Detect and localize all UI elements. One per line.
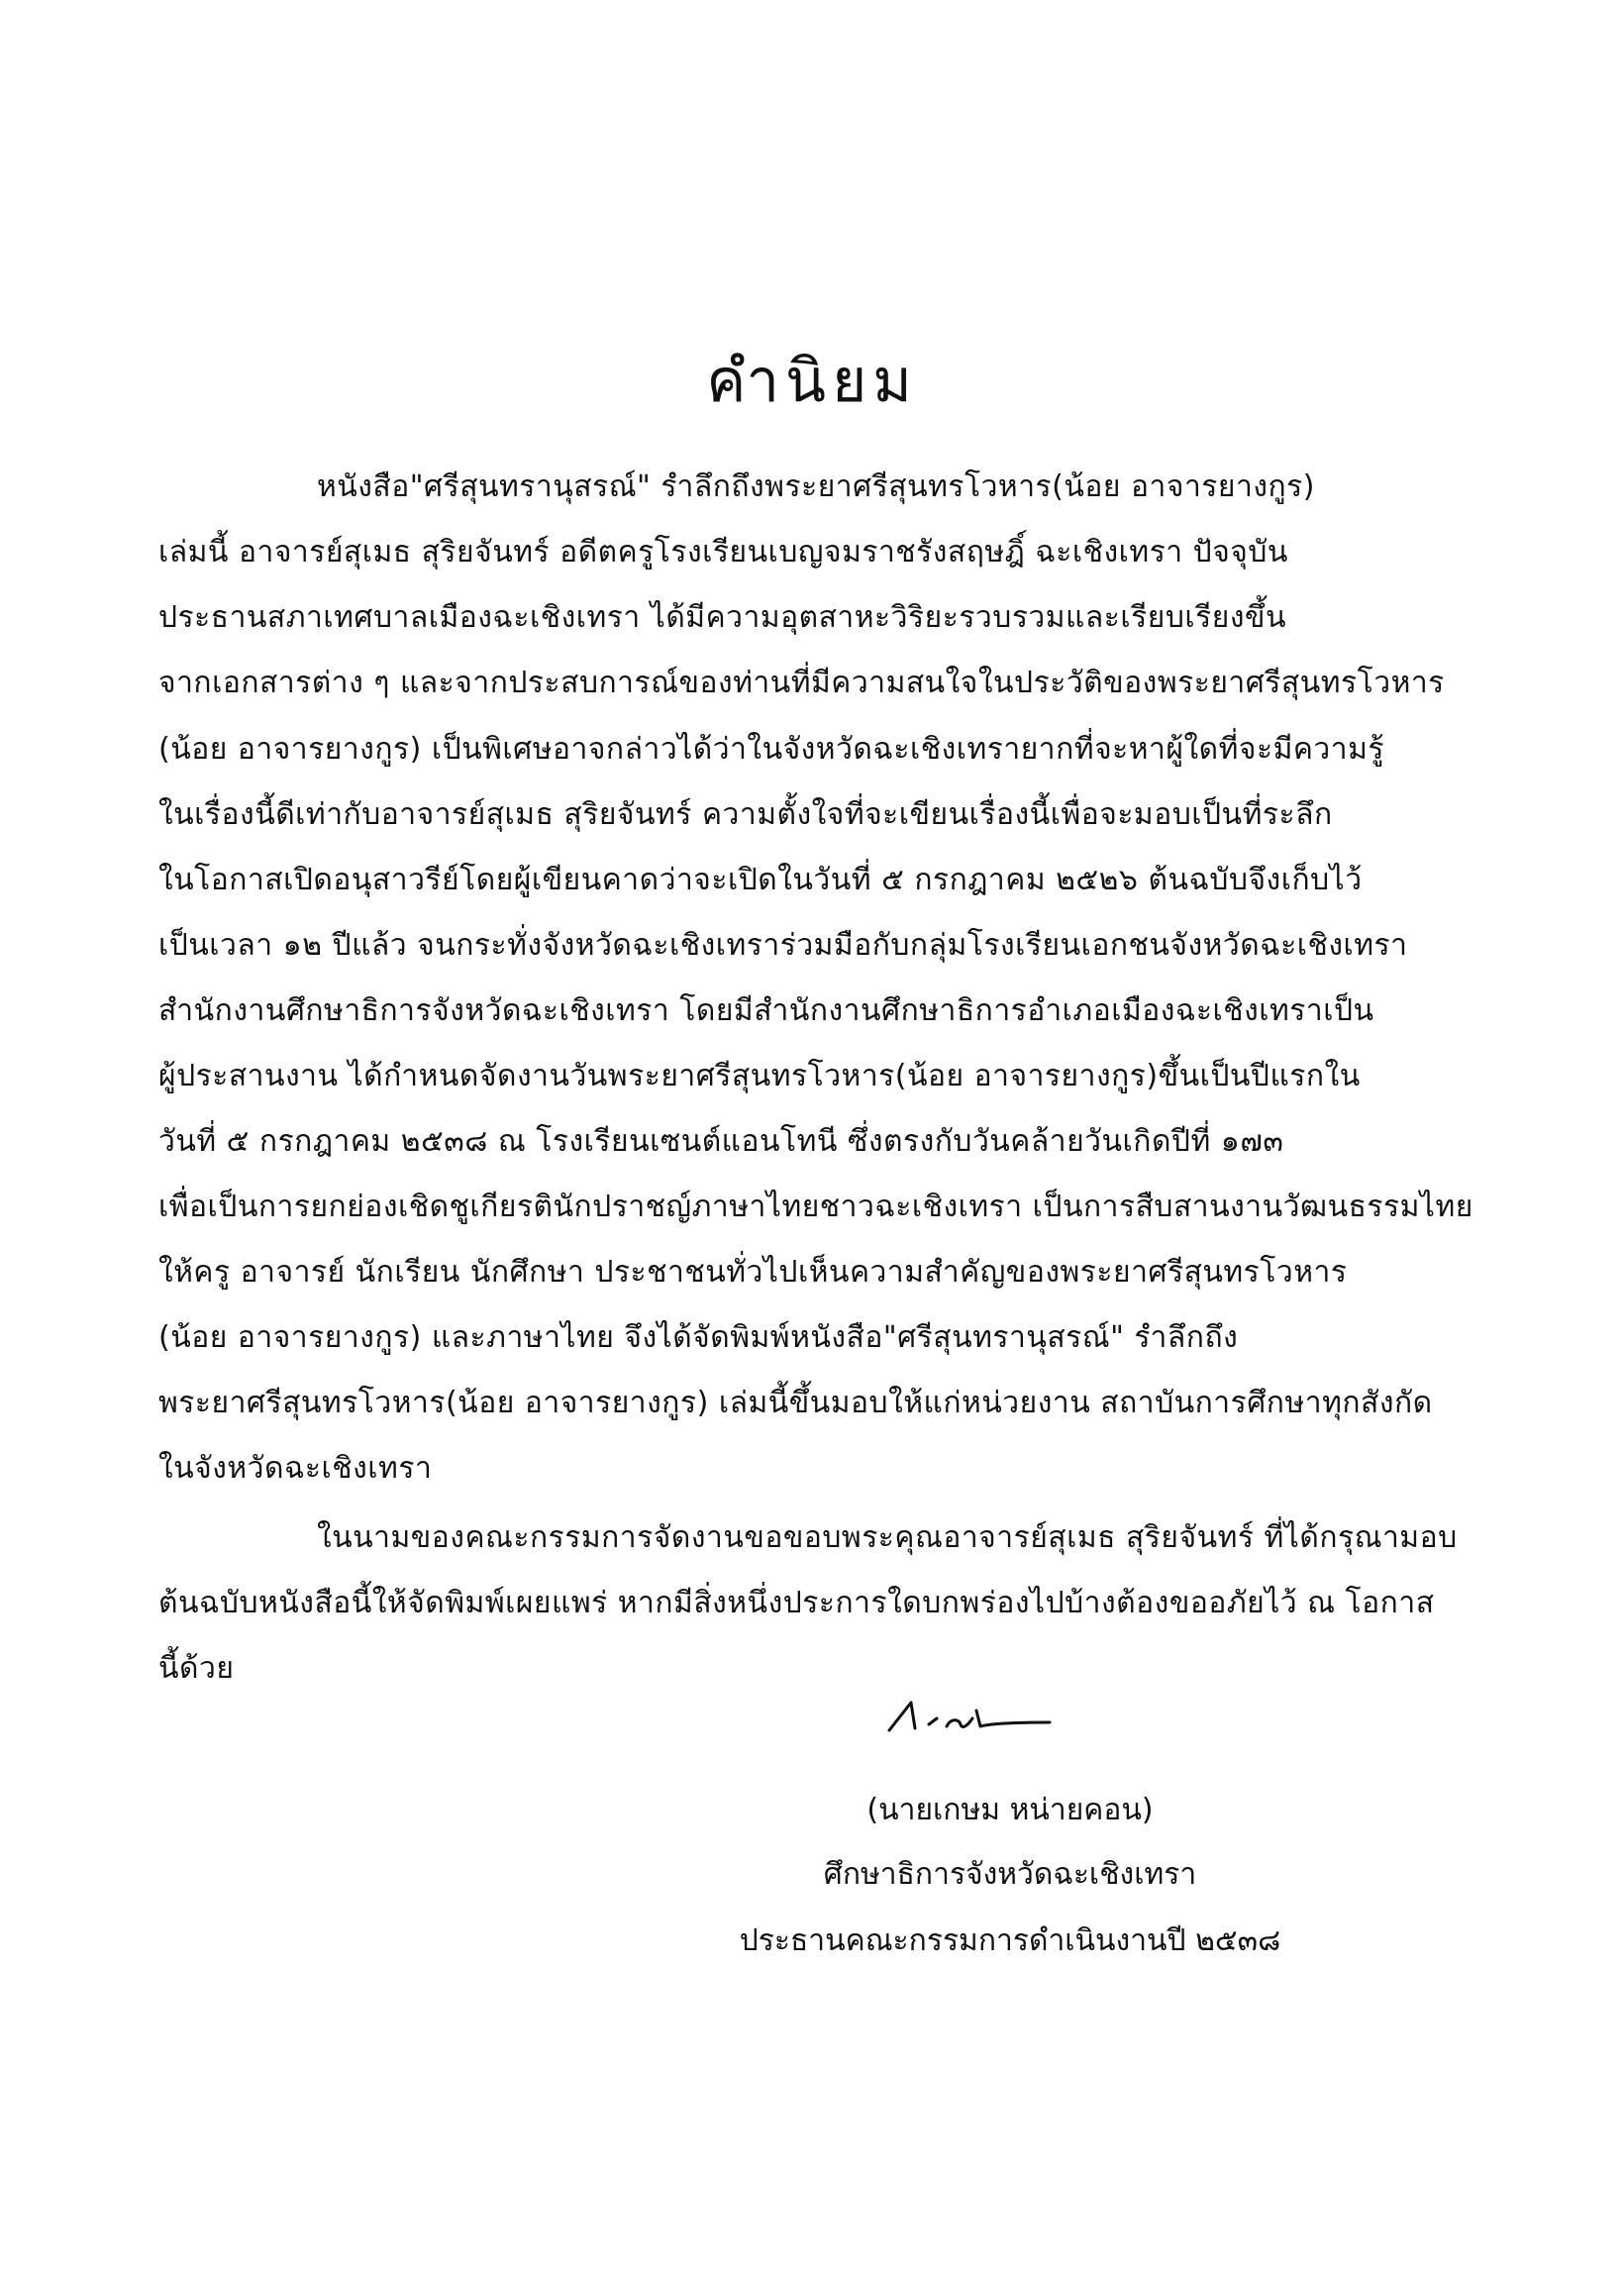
paragraph-1-line-11: วันที่ ๕ กรกฎาคม ๒๕๓๘ ณ โรงเรียนเซนต์แอนโทนี ซึ่งตรงกับวันคล้ายวันเกิดปีที่ ๑๗๓ <box>158 1124 1284 1159</box>
paragraph-1-line-4: จากเอกสารต่าง ๆ และจากประสบการณ์ของท่านที่มีความสนใจในประวัติของพระยาศรีสุนทรโวหาร <box>158 666 1445 700</box>
paragraph-1-line-8: เป็นเวลา ๑๒ ปีแล้ว จนกระทั่งจังหวัดฉะเชิงเทราร่วมมือกับกลุ่มโรงเรียนเอกชนจังหวัดฉะเชิงเทรา <box>158 928 1408 963</box>
paragraph-2-line-2: ต้นฉบับหนังสือนี้ให้จัดพิมพ์เผยแพร่ หากมีสิ่งหนึ่งประการใดบกพร่องไปบ้างต้องขออภัยไว้ ณ โอกาส <box>158 1586 1435 1620</box>
paragraph-1-line-16: ในจังหวัดฉะเชิงเทรา <box>158 1451 433 1486</box>
signatory-role: ประธานคณะกรรมการดำเนินงานปี ๒๕๓๘ <box>739 1923 1281 1958</box>
handwritten-signature <box>881 1689 1060 1748</box>
paragraph-1-line-2: เล่มนี้ อาจารย์สุเมธ สุริยจันทร์ อดีตครูโรงเรียนเบญจมราชรังสฤษฎิ์ ฉะเชิงเทรา ปัจจุบัน <box>158 535 1288 570</box>
signatory-name: (นายเกษม หน่ายคอน) <box>866 1793 1154 1827</box>
paragraph-1-line-9: สำนักงานศึกษาธิการจังหวัดฉะเชิงเทรา โดยมีสำนักงานศึกษาธิการอำเภอเมืองฉะเชิงเทราเป็น <box>158 993 1374 1028</box>
paragraph-1-line-12: เพื่อเป็นการยกย่องเชิดชูเกียรตินักปราชญ์ภาษาไทยชาวฉะเชิงเทรา เป็นการสืบสานงานวัฒนธรรมไทย <box>158 1190 1473 1224</box>
paragraph-1-line-10: ผู้ประสานงาน ได้กำหนดจัดงานวันพระยาศรีสุนทรโวหาร(น้อย อาจารยางกูร)ขึ้นเป็นปีแรกใน <box>158 1059 1361 1093</box>
paragraph-1-line-7: ในโอกาสเปิดอนุสาวรีย์โดยผู้เขียนคาดว่าจะเปิดในวันที่ ๕ กรกฎาคม ๒๕๒๖ ต้นฉบับจึงเก็บไว้ <box>158 863 1363 897</box>
paragraph-1-line-6: ในเรื่องนี้ดีเท่ากับอาจารย์สุเมธ สุริยจันทร์ ความตั้งใจที่จะเขียนเรื่องนี้เพื่อจะมอบเป็นที่ระลึก <box>158 797 1333 832</box>
paragraph-1-line-1: หนังสือ"ศรีสุนทรานุสรณ์" รำลึกถึงพระยาศรีสุนทรโวหาร(น้อย อาจารยางกูร) <box>317 469 1315 504</box>
paragraph-1-line-14: (น้อย อาจารยางกูร) และภาษาไทย จึงได้จัดพิมพ์หนังสือ"ศรีสุนทรานุสรณ์" รำลึกถึง <box>158 1320 1239 1355</box>
paragraph-1-line-13: ให้ครู อาจารย์ นักเรียน นักศึกษา ประชาชนทั่วไปเห็นความสำคัญของพระยาศรีสุนทรโวหาร <box>158 1255 1348 1290</box>
paragraph-1-line-5: (น้อย อาจารยางกูร) เป็นพิเศษอาจกล่าวได้ว่าในจังหวัดฉะเชิงเทรายากที่จะหาผู้ใดที่จะมีความรู้ <box>158 732 1384 767</box>
paragraph-1-line-15: พระยาศรีสุนทรโวหาร(น้อย อาจารยางกูร) เล่มนี้ขึ้นมอบให้แก่หน่วยงาน สถาบันการศึกษาทุกสังกัด <box>158 1386 1433 1420</box>
paragraph-2-line-1: ในนามของคณะกรรมการจัดงานขอขอบพระคุณอาจารย์สุเมธ สุริยจันทร์ ที่ได้กรุณามอบ <box>317 1520 1458 1555</box>
page-title: คำนิยม <box>706 347 918 416</box>
signatory-position: ศึกษาธิการจังหวัดฉะเชิงเทรา <box>823 1857 1197 1892</box>
paragraph-2-line-3: นี้ด้วย <box>158 1651 235 1686</box>
paragraph-1-line-3: ประธานสภาเทศบาลเมืองฉะเชิงเทรา ได้มีความอุตสาหะวิริยะรวบรวมและเรียบเรียงขึ้น <box>158 600 1286 635</box>
